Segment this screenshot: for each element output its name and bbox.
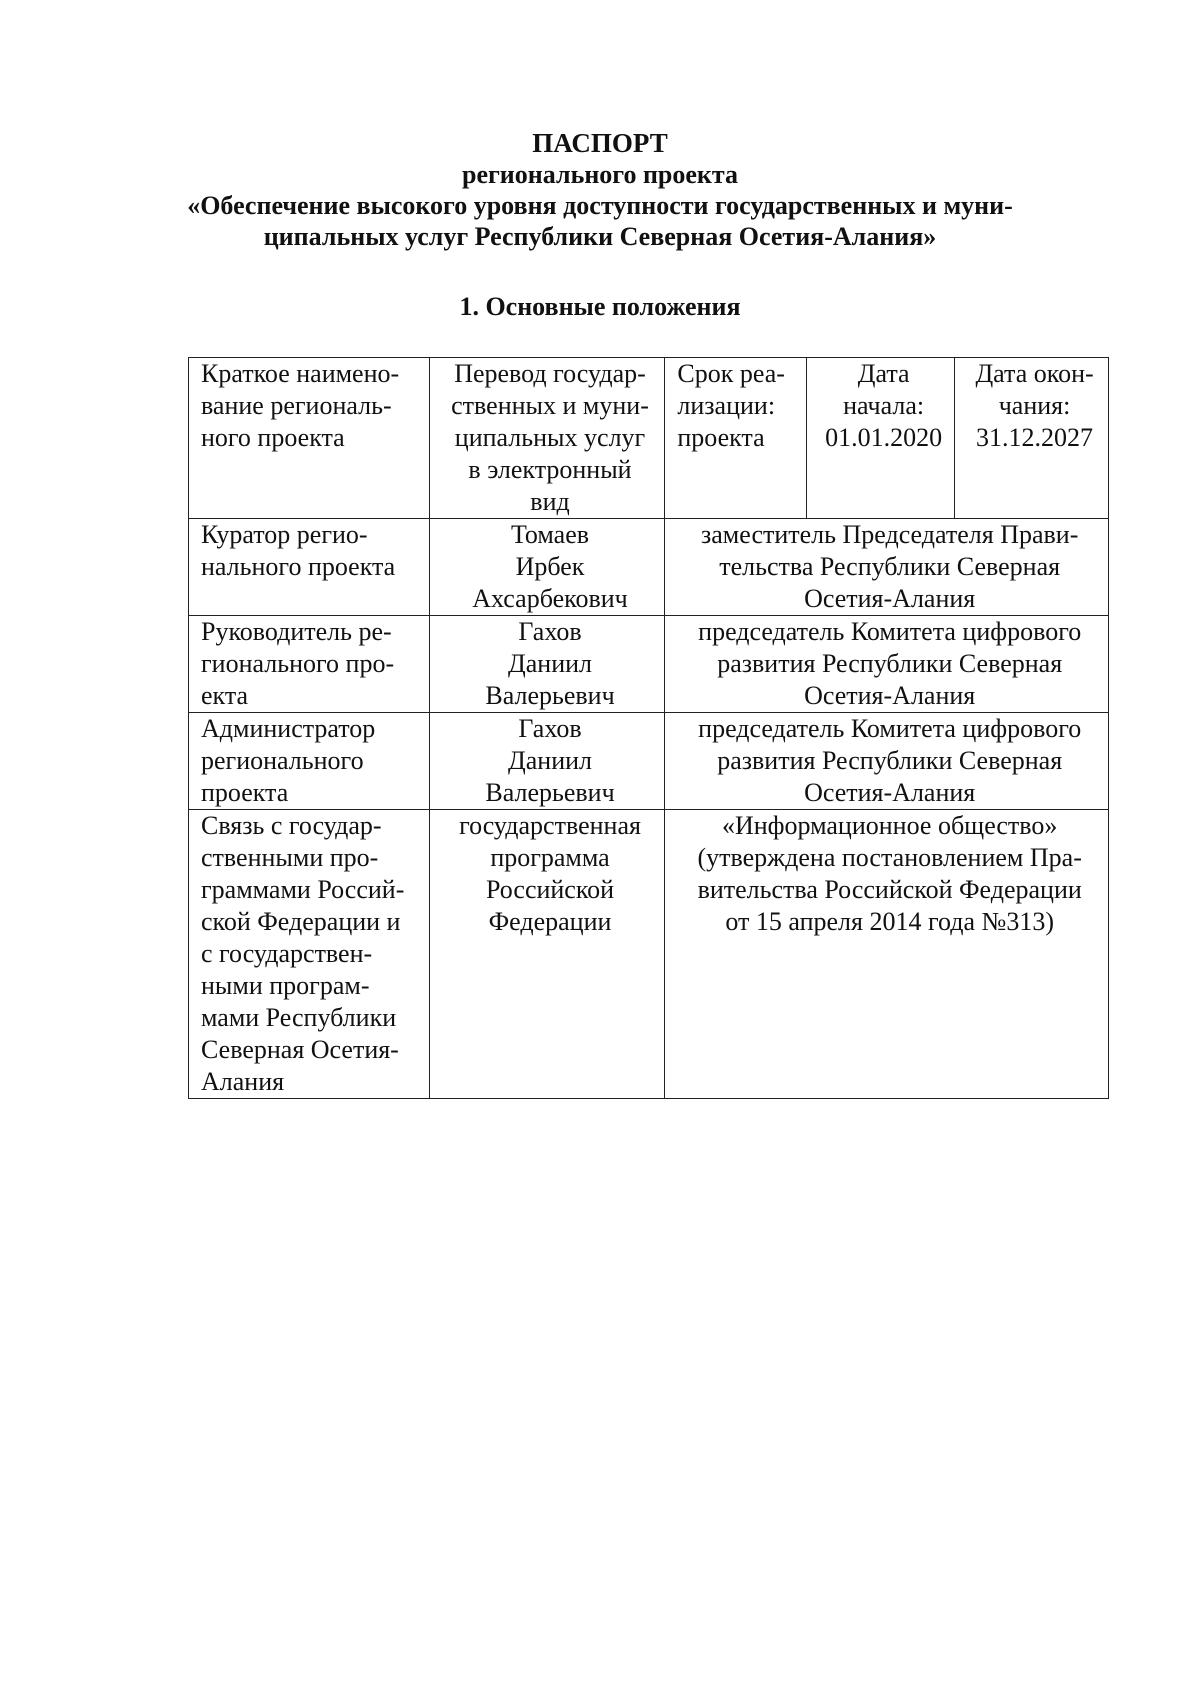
administrator-name: Гахов Даниил Валерьевич: [429, 713, 665, 810]
table-row-head: [189, 616, 1109, 713]
table-row-short-name: [189, 358, 1109, 519]
document-title: ПАСПОРТ: [532, 128, 668, 158]
row-label-short-name: Краткое наимено- вание региональ- ного проекта: [189, 358, 430, 519]
row-label-curator: Куратор регио- нального проекта: [189, 519, 430, 616]
passport-table: [188, 357, 1109, 1099]
row-label-head: Руководитель ре- гионального про- екта: [189, 616, 430, 713]
curator-name: Томаев Ирбек Ахсарбекович: [429, 519, 665, 616]
head-position: председатель Комитета цифрового развития Республики Северная Осетия-Алания: [665, 616, 1109, 713]
document-subtitle: регионального проекта: [461, 160, 739, 189]
head-name: Гахов Даниил Валерьевич: [429, 616, 665, 713]
curator-position: заместитель Председателя Прави- тельства Республики Северная Осетия-Алания: [665, 519, 1109, 616]
end-date: Дата окон- чания: 31.12.2027: [955, 358, 1109, 519]
row-label-programs: Связь с государ- ственными про- граммами Россий- ской Федерации и с государствен- ными програм- мами Республики Северная Осетия- Алания: [189, 810, 430, 1099]
administrator-position: председатель Комитета цифрового развития Республики Северная Осетия-Алания: [665, 713, 1109, 810]
section-title: 1. Основные положения: [459, 292, 741, 321]
table-row-administrator: [189, 713, 1109, 810]
program-type: государственная программа Российской Федерации: [429, 810, 665, 1099]
table-row-programs: [189, 810, 1109, 1099]
table-row-curator: [189, 519, 1109, 616]
document-header: [0, 128, 1200, 252]
row-label-administrator: Администратор регионального проекта: [189, 713, 430, 810]
program-name: «Информационное общество» (утверждена постановлением Пра- вительства Российской Федерации от 15 апреля 2014 года №313): [665, 810, 1109, 1099]
term-label: Срок реа- лизации: проекта: [665, 358, 807, 519]
project-name-line-1: «Обеспечение высокого уровня доступности государственных и муни-: [187, 191, 1013, 220]
project-name-line-2: ципальных услуг Республики Северная Осетия-Алания»: [263, 222, 937, 251]
short-name-value: Перевод государ- ственных и муни- ципальных услуг в электронный вид: [429, 358, 665, 519]
start-date: Дата начала: 01.01.2020: [807, 358, 955, 519]
